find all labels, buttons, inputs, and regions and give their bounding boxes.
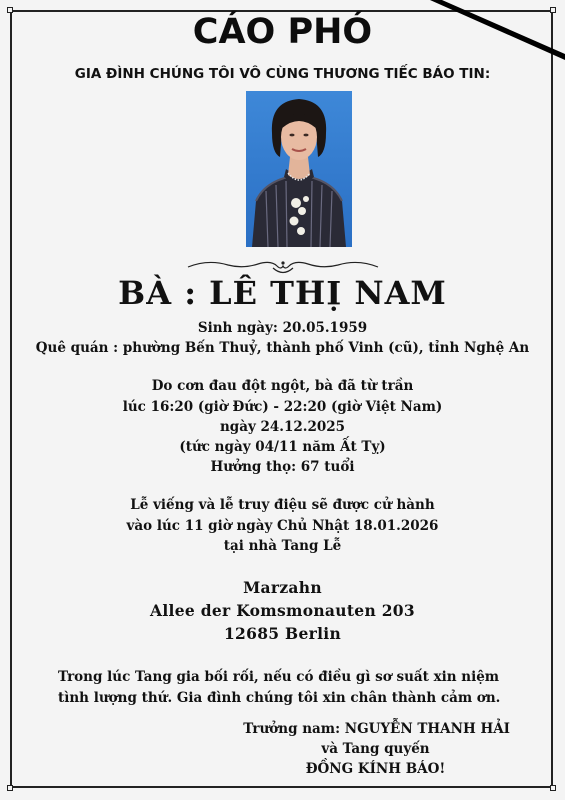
death-line: (tức ngày 04/11 năm Ất Tỵ): [179, 439, 386, 455]
page-title: CÁO PHÓ: [192, 12, 373, 52]
address-line: Marzahn: [243, 578, 322, 597]
address-line: 12685 Berlin: [223, 624, 342, 643]
deceased-name: BÀ : LÊ THỊ NAM: [118, 274, 447, 312]
hometown: Quê quán : phường Bến Thuỷ, thành phố Vinh (cũ), tỉnh Nghệ An: [35, 340, 530, 356]
portrait-figure: [246, 91, 352, 247]
death-line: lúc 16:20 (giờ Đức) - 22:20 (giờ Việt Nam): [122, 399, 443, 415]
address-line: Allee der Komsmonauten 203: [150, 601, 415, 620]
birth-date: Sinh ngày: 20.05.1959: [197, 320, 368, 336]
ceremony-line: vào lúc 11 giờ ngày Chủ Nhật 18.01.2026: [126, 518, 439, 534]
ceremony-line: tại nhà Tang Lễ: [223, 538, 342, 554]
closing-message: Trong lúc Tang gia bối rối, nếu có điều gì sơ suất xin niệm tình lượng thứ. Gia đình chúng tôi xin chân thành cảm ơn.: [58, 669, 501, 706]
signature-closing: ĐỒNG KÍNH BÁO!: [305, 761, 446, 777]
portrait-photo: [246, 91, 352, 247]
frame-corner-bl: [7, 785, 13, 791]
signature-family: và Tang quyến: [321, 741, 430, 757]
death-line: Do cơn đau đột ngột, bà đã từ trần: [151, 378, 414, 394]
death-line: ngày 24.12.2025: [219, 419, 346, 435]
age-line: Hưởng thọ: 67 tuổi: [210, 459, 355, 475]
announcement: GIA ĐÌNH CHÚNG TÔI VÔ CÙNG THƯƠNG TIẾC BÁO TIN:: [74, 66, 491, 82]
signature-eldest-son: Trưởng nam: NGUYỄN THANH HẢI: [243, 721, 510, 737]
ceremony-line: Lễ viếng và lễ truy điệu sẽ được cử hành: [130, 497, 435, 513]
frame-corner-br: [550, 785, 556, 791]
